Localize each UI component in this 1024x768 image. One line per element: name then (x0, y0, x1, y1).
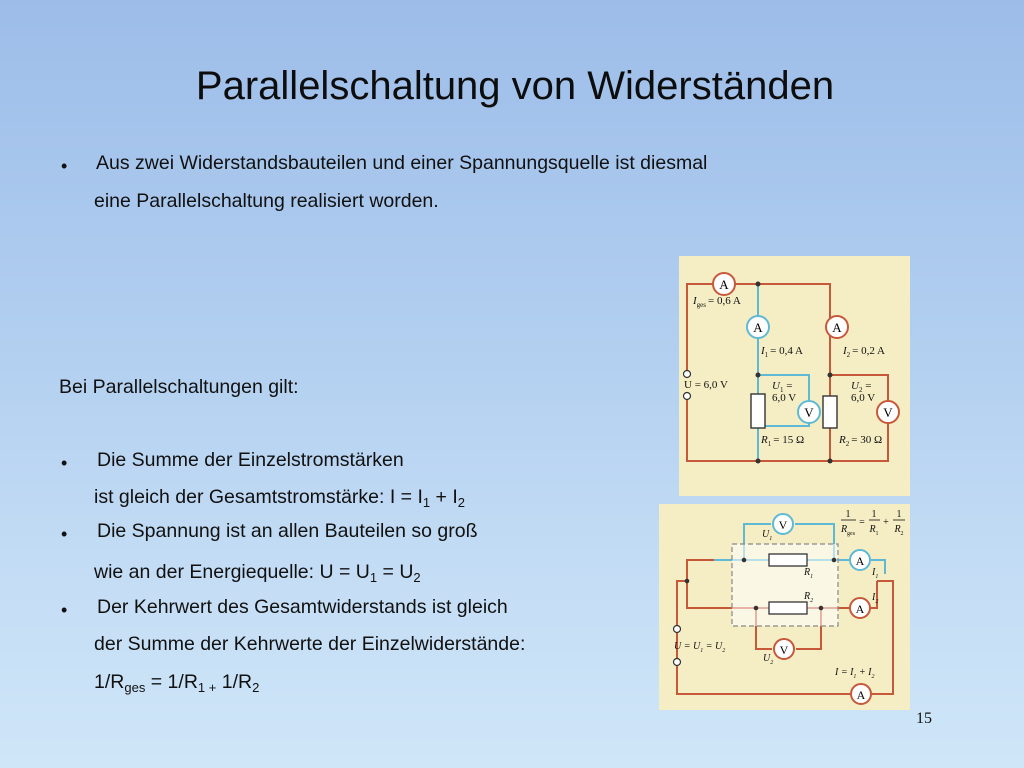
rule1-line-2: ist gleich der Gesamtstromstärke: $I = I_1 + I_2$ (94, 486, 466, 510)
svg-text:I1= 0,4 A: $I_1 = 0,4$ A (761, 345, 803, 359)
circuit-diagram-svg (659, 504, 910, 710)
ammeter-icon (826, 316, 848, 338)
rules-heading: Bei Parallelschaltungen gilt: (59, 376, 299, 398)
svg-text:I2: $I_2$ (872, 592, 879, 605)
voltmeter-icon (773, 514, 793, 534)
terminal-icon (674, 659, 681, 666)
svg-text:U1: $U_1$ (762, 529, 773, 542)
svg-text:R2= 30 Ω: $R_2 = 30$ Ω (839, 434, 883, 448)
svg-text:A: A (855, 554, 865, 568)
svg-text:R2: $R_2$ (804, 591, 814, 604)
resistor-icon (769, 554, 807, 566)
svg-text:1: 1 (896, 509, 902, 520)
svg-text:6,0 V: 6,0 V (772, 392, 797, 404)
svg-text:Rges: $R_{ges}$ (840, 524, 856, 537)
voltmeter-icon (774, 639, 794, 659)
rule3-line-2: der Summe der Kehrwerte der Einzelwiderstände: (94, 633, 526, 655)
svg-text:1: 1 (845, 509, 851, 520)
bullet: • (61, 600, 68, 620)
rule2-line-1: Die Spannung ist an allen Bauteilen so groß (97, 520, 478, 542)
page-number: 15 (916, 710, 932, 727)
terminal-icon (674, 626, 681, 633)
bullet: • (61, 524, 68, 544)
svg-text:A: A (753, 320, 763, 335)
bullet: • (61, 156, 68, 176)
svg-text:R2: $R_2$ (894, 524, 904, 537)
rule2-line-2: wie an der Energiequelle: $U = U_1 = U_2$ (94, 561, 421, 585)
bullet: • (61, 453, 68, 473)
resistor-icon (823, 396, 837, 428)
svg-text:+: + (883, 517, 889, 528)
slide-title: Parallelschaltung von Widerständen (195, 64, 835, 108)
ammeter-icon (713, 273, 735, 295)
svg-text:R1: $R_1$ (869, 524, 879, 537)
svg-text:A: A (856, 688, 866, 702)
resistor-icon (751, 394, 765, 428)
ammeter-icon (850, 550, 870, 570)
voltmeter-icon (877, 401, 899, 423)
terminal-icon (684, 371, 691, 378)
intro-line-1: Aus zwei Widerstandsbauteilen und einer Spannungsquelle ist diesmal (96, 152, 708, 174)
svg-text:Iges= 0,6 A: $I_{ges} = 0,6$ A (693, 295, 741, 309)
svg-text:A: A (832, 320, 842, 335)
terminal-icon (684, 393, 691, 400)
svg-text:V: V (778, 518, 788, 532)
svg-text:=: = (859, 517, 865, 528)
svg-text:U1 =: $U_1$ = (772, 380, 793, 394)
circuit-diagram-svg (679, 256, 910, 496)
circuit-diagram-general (659, 504, 910, 710)
resistance-formula (840, 509, 905, 537)
voltmeter-icon (798, 401, 820, 423)
svg-text:U = 6,0 V: U = 6,0 V (684, 379, 728, 391)
rule3-formula: $1/R_{ges} = 1/R_{1 +}$ $1/R_2$ (94, 671, 260, 695)
svg-text:I = I1 + I2: $I = I_1 + I_2$ (835, 667, 875, 680)
ammeter-icon (850, 598, 870, 618)
svg-text:A: A (855, 602, 865, 616)
svg-text:U2 =: $U_2$ = (851, 380, 872, 394)
ammeter-icon (851, 684, 871, 704)
svg-text:V: V (779, 643, 789, 657)
svg-text:A: A (719, 277, 729, 292)
svg-text:R1= 15 Ω: $R_1 = 15$ Ω (761, 434, 805, 448)
svg-text:1: 1 (871, 509, 877, 520)
resistor-icon (769, 602, 807, 614)
rule1-line-1: Die Summe der Einzelstromstärken (97, 449, 404, 471)
rule3-line-1: Der Kehrwert des Gesamtwiderstands ist gleich (97, 596, 508, 618)
svg-text:V: V (883, 405, 893, 420)
intro-line-2: eine Parallelschaltung realisiert worden. (94, 190, 439, 212)
svg-text:R1: $R_1$ (804, 567, 814, 580)
svg-text:I1: $I_1$ (872, 567, 879, 580)
ammeter-icon (747, 316, 769, 338)
svg-text:I2= 0,2 A: $I_2 = 0,2$ A (843, 345, 885, 359)
svg-text:V: V (804, 405, 814, 420)
svg-text:U2: $U_2$ (763, 653, 774, 666)
svg-text:U = U1 = U2: $U = U_1 = U_2$ (674, 641, 726, 654)
svg-text:6,0 V: 6,0 V (851, 392, 876, 404)
circuit-diagram-measurements (679, 256, 910, 496)
